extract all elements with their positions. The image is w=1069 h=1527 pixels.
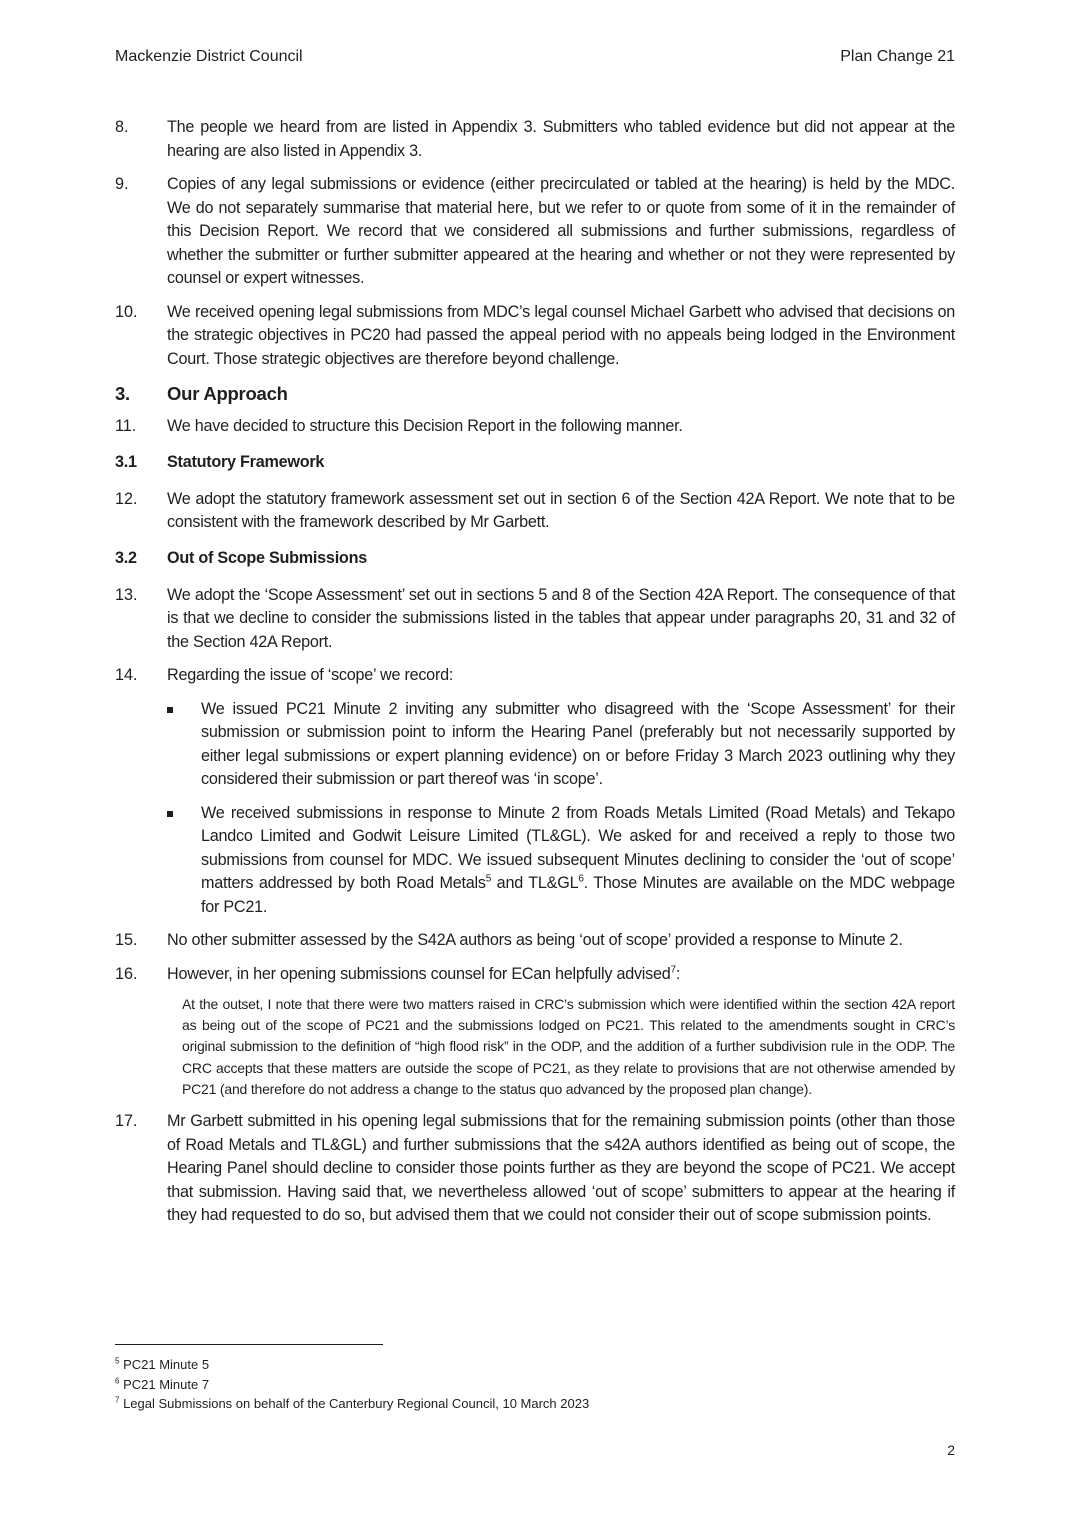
section-heading-3 — [115, 381, 955, 407]
paragraph-11 — [115, 415, 955, 439]
paragraph-number: 12. — [115, 489, 138, 508]
paragraph-9 — [115, 173, 955, 291]
section-title: Our Approach — [167, 383, 288, 404]
paragraph-text: We adopt the statutory framework assessment set out in section 6 of the Section 42A Report. We note that to be consistent with the framework described by Mr Garbett. — [167, 489, 955, 531]
footnote-text: PC21 Minute 7 — [119, 1376, 210, 1392]
paragraph-text: Regarding the issue of ‘scope’ we record: — [167, 666, 454, 684]
paragraph-number: 17. — [115, 1112, 138, 1131]
square-bullet-icon — [167, 707, 173, 713]
paragraph-number: 16. — [115, 964, 138, 983]
document-body — [115, 116, 955, 1238]
subsection-title: Statutory Framework — [167, 452, 325, 471]
footnote — [115, 1355, 589, 1375]
footnote-number: 7 — [115, 1395, 120, 1405]
footnote-text: Legal Submissions on behalf of the Canterbury Regional Council, 10 March 2023 — [119, 1396, 590, 1411]
paragraph-number: 13. — [115, 585, 138, 604]
paragraph-number: 11. — [115, 417, 137, 435]
header-organisation: Mackenzie District Council — [115, 48, 303, 65]
paragraph-text: Mr Garbett submitted in his opening legal submissions that for the remaining submission points (other than those of Road Metals and TL&GL) and further submissions that the s42A authors identified as being out of scope, the Hearing Panel should decline to consider those points further as they are beyond the scope of PC21. We accept that submission. Having said that, we nevertheless allowed ‘out of scope’ submitters to appear at the hearing if they had requested to do so, but advised them that we could not consider their out of scope submission points. — [167, 1112, 955, 1225]
footnote — [115, 1394, 589, 1414]
subsection-number: 3.2 — [115, 548, 137, 567]
footnote-number: 6 — [115, 1376, 120, 1386]
paragraph-text: No other submitter assessed by the S42A authors as being ‘out of scope’ provided a response to Minute 2. — [167, 931, 903, 949]
paragraph-text: The people we heard from are listed in Appendix 3. Submitters who tabled evidence but did not appear at the hearing are also listed in Appendix 3. — [167, 118, 955, 160]
subsection-heading-3-1 — [115, 451, 955, 474]
list-item — [167, 802, 955, 920]
paragraph-text: We received opening legal submissions from MDC’s legal counsel Michael Garbett who advised that decisions on the strategic objectives in PC20 had passed the appeal period with no appeals being lodged in the Environment Court. Those strategic objectives are therefore beyond challenge. — [167, 302, 955, 368]
scope-bullet-list — [167, 698, 955, 920]
footnotes — [115, 1355, 589, 1414]
subsection-title: Out of Scope Submissions — [167, 548, 367, 567]
square-bullet-icon — [167, 811, 173, 817]
paragraph-15 — [115, 929, 955, 953]
footnote-ref[interactable]: 5 — [485, 873, 492, 885]
quoted-submission: At the outset, I note that there were two matters raised in CRC’s submission which were identified within the section 42A report as being out of the scope of PC21 and the submissions lodged on PC21. This related to the amendments sought in CRC’s original submission to the definition of “high flood risk” in the ODP, and the addition of a further subdivision rule in the ODP. The CRC accepts that these matters are outside the scope of PC21, as they relate to provisions that are not otherwise amended by PC21 (and therefore do not address a change to the status quo advanced by the proposed plan change). — [182, 996, 955, 1097]
list-item — [167, 698, 955, 792]
footnote-ref[interactable]: 6 — [578, 873, 584, 885]
page-number: 2 — [947, 1442, 955, 1458]
paragraph-number: 8. — [115, 118, 129, 136]
paragraph-12 — [115, 488, 955, 535]
paragraph-text: : — [675, 964, 681, 983]
paragraph-text: Copies of any legal submissions or evidence (either precirculated or tabled at the hearing) is held by the MDC. We do not separately summarise that material here, but we refer to or quote from some of it in the remainder of this Decision Report. We record that we considered all submissions and further submissions, regardless of whether the submitter or further submitter appeared at the hearing and whether or not they were represented by counsel or expert witnesses. — [167, 175, 955, 287]
paragraph-13 — [115, 584, 955, 655]
paragraph-text: We adopt the ‘Scope Assessment’ set out in sections 5 and 8 of the Section 42A Report. The consequence of that is that we decline to consider the submissions listed in the tables that appear under paragraphs 20, 31 and 32 of the Section 42A Report. — [167, 585, 955, 651]
bullet-text: We issued PC21 Minute 2 inviting any submitter who disagreed with the ‘Scope Assessment’ for their submission or submission point to inform the Hearing Panel (preferably but not necessarily supported by either legal submissions or expert planning evidence) on or before Friday 3 March 2023 outlining why they considered their submission or part thereof was ‘in scope’. — [201, 699, 955, 788]
paragraph-number: 15. — [115, 931, 138, 949]
bullet-text: and TL&GL — [491, 874, 579, 892]
paragraph-number: 10. — [115, 302, 138, 321]
paragraph-17 — [115, 1110, 955, 1228]
paragraph-number: 14. — [115, 666, 138, 684]
paragraph-text: However, in her opening submissions counsel for ECan helpfully advised — [167, 964, 671, 983]
paragraph-text: We have decided to structure this Decision Report in the following manner. — [167, 417, 683, 435]
paragraph-14 — [115, 664, 955, 688]
footnote-ref[interactable]: 7 — [670, 964, 676, 976]
footnote — [115, 1375, 589, 1395]
section-number: 3. — [115, 383, 130, 404]
paragraph-8 — [115, 116, 955, 163]
footnote-divider — [115, 1344, 383, 1345]
subsection-heading-3-2 — [115, 547, 955, 570]
bullet-text: We received submissions in response to Minute 2 from Roads Metals Limited (Road Metals) and Tekapo Landco Limited and Godwit Leisure Limited (TL&GL). We asked for and received a reply to those two submissions from counsel for MDC. We issued subsequent Minutes declining to consider the ‘out of scope’ matters addressed by both Road Metals — [201, 803, 955, 892]
footnote-text: PC21 Minute 5 — [119, 1357, 210, 1372]
header-plan-change: Plan Change 21 — [840, 48, 955, 65]
footnote-number: 5 — [115, 1356, 120, 1366]
bullet-text: . Those Minutes are available on the MDC webpage for PC21. — [201, 874, 955, 916]
paragraph-number: 9. — [115, 175, 129, 193]
subsection-number: 3.1 — [115, 452, 137, 471]
paragraph-16 — [115, 963, 955, 987]
paragraph-10 — [115, 301, 955, 372]
